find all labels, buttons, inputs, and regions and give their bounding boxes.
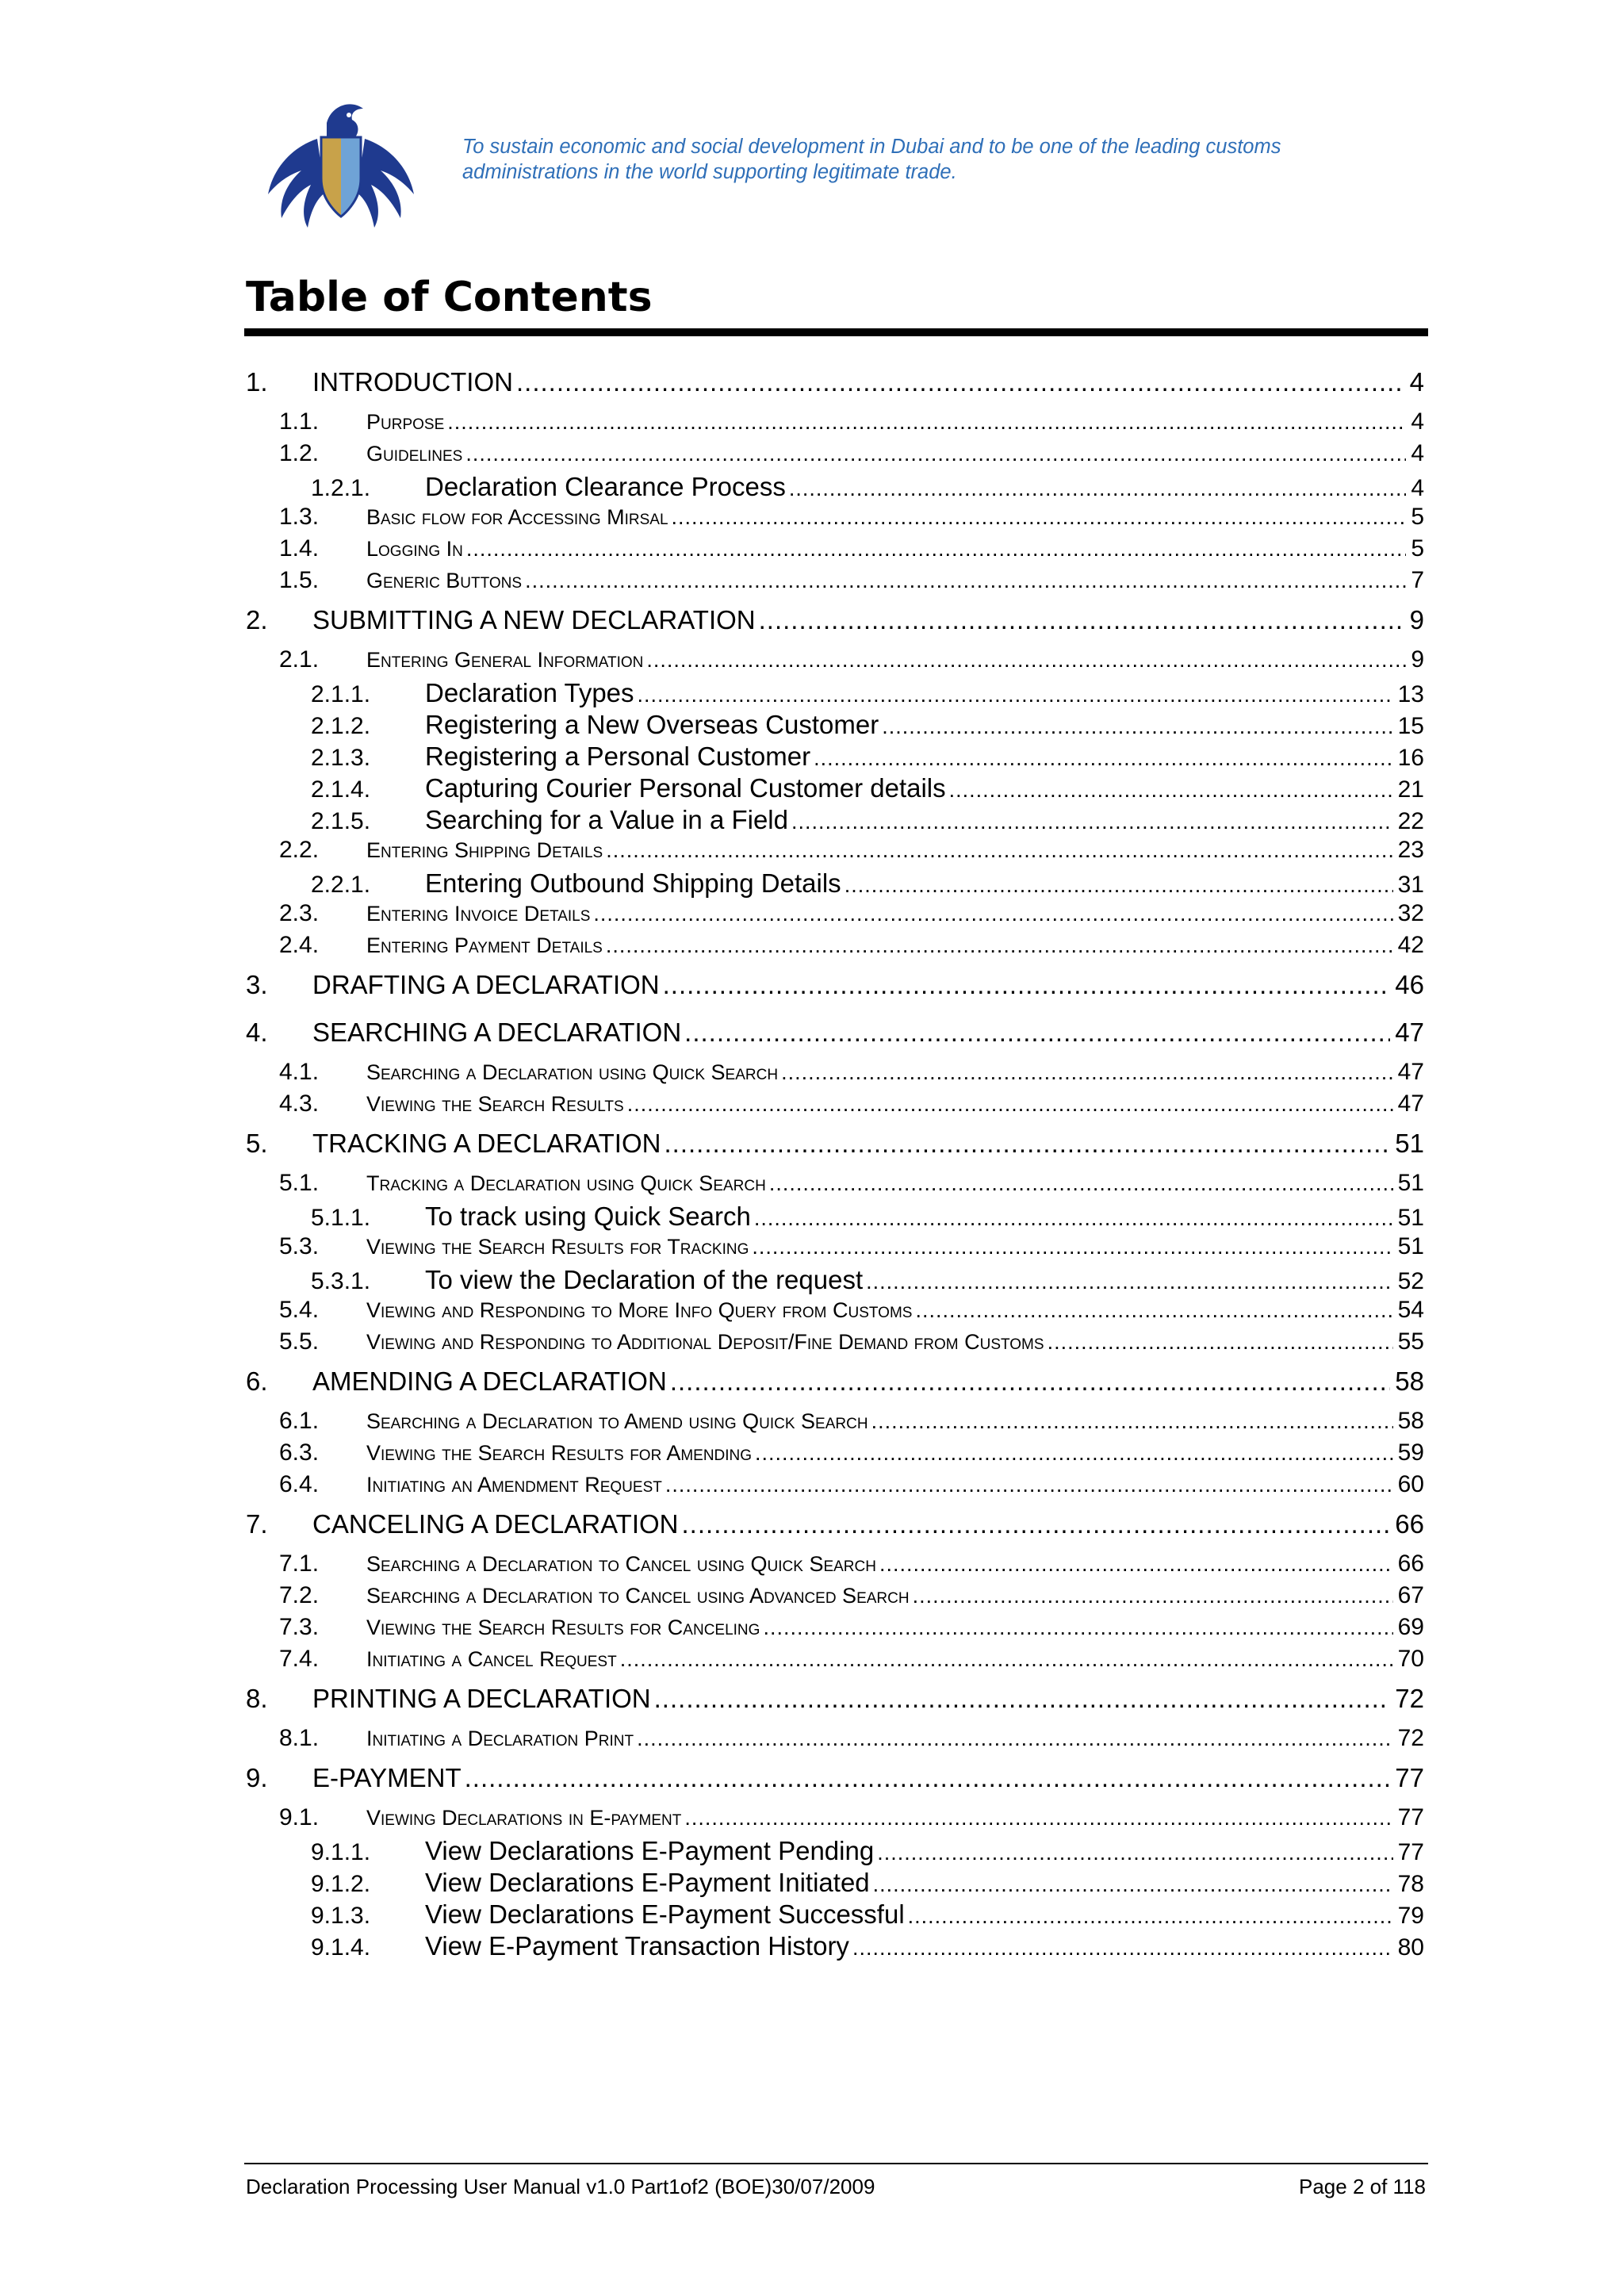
toc-entry-page: 7 — [1411, 567, 1424, 593]
toc-entry[interactable] — [246, 805, 1424, 837]
toc-entry-page: 77 — [1395, 1763, 1424, 1792]
toc-entry-title: Capturing Courier Personal Customer details — [425, 773, 946, 803]
toc-entry-number: 5.5. — [279, 1328, 320, 1355]
toc-entry-title: Viewing and Responding to Additional Deposit/Fine Demand from Customs — [366, 1330, 1044, 1354]
toc-dot-leader — [638, 683, 1393, 707]
toc-entry-title: E-PAYMENT — [312, 1763, 462, 1792]
toc-entry-number: 9.1.4. — [311, 1934, 371, 1961]
toc-entry-title: Searching a Declaration using Quick Search — [366, 1060, 779, 1084]
toc-entry-number: 8.1. — [279, 1725, 320, 1751]
toc-entry-page: 16 — [1397, 745, 1424, 771]
toc-dot-leader — [684, 1806, 1392, 1830]
toc-dot-leader — [627, 1092, 1393, 1117]
toc-entry-title: Viewing Declarations in E-payment — [366, 1806, 682, 1830]
toc-entry-title: Searching for a Value in a Field — [425, 805, 788, 834]
toc-entry-number: 6.1. — [279, 1408, 320, 1434]
toc-entry[interactable] — [246, 1836, 1424, 1868]
toc-entry[interactable] — [246, 1170, 1424, 1202]
toc-entry[interactable] — [246, 1328, 1424, 1360]
toc-dot-leader — [664, 1129, 1390, 1159]
toc-entry-number: 4.1. — [279, 1059, 320, 1085]
toc-entry[interactable] — [246, 1297, 1424, 1328]
footer-divider — [244, 2163, 1428, 2164]
toc-entry-page: 77 — [1397, 1804, 1424, 1830]
toc-entry[interactable] — [246, 742, 1424, 773]
toc-entry-number: 3. — [246, 970, 268, 999]
toc-entry-number: 2. — [246, 605, 268, 634]
toc-entry-number: 2.1.1. — [311, 681, 371, 707]
toc-entry-title: Viewing the Search Results — [366, 1092, 624, 1116]
toc-entry-page: 66 — [1395, 1509, 1424, 1539]
toc-entry-page: 42 — [1397, 932, 1424, 958]
toc-entry-number: 5.3. — [279, 1233, 320, 1259]
toc-dot-leader — [665, 1473, 1393, 1497]
toc-entry[interactable] — [246, 1804, 1424, 1836]
toc-entry[interactable] — [246, 1360, 1424, 1408]
toc-entry-page: 9 — [1411, 646, 1424, 673]
toc-entry[interactable] — [246, 1646, 1424, 1677]
toc-entry[interactable] — [246, 1503, 1424, 1550]
footer-page-number: Page 2 of 118 — [1299, 2175, 1426, 2198]
toc-entry[interactable] — [246, 361, 1424, 408]
toc-dot-leader — [593, 902, 1392, 926]
toc-dot-leader — [752, 1235, 1392, 1259]
toc-dot-leader — [871, 1409, 1393, 1434]
toc-entry-page: 52 — [1397, 1268, 1424, 1294]
toc-entry-page: 4 — [1411, 475, 1424, 501]
toc-dot-leader — [606, 838, 1392, 863]
mission-line-2: administrations in the world supporting legitimate trade. — [462, 161, 957, 183]
toc-entry-title: Registering a Personal Customer — [425, 742, 811, 771]
toc-entry[interactable] — [246, 1550, 1424, 1582]
toc-entry[interactable] — [246, 964, 1424, 1011]
mission-line-1: To sustain economic and social development in Dubai and to be one of the leading customs — [462, 136, 1281, 158]
page-header — [262, 91, 1427, 242]
toc-dot-leader — [877, 1841, 1392, 1865]
toc-entry-number: 2.1.3. — [311, 745, 371, 771]
toc-entry-page: 21 — [1397, 776, 1424, 803]
toc-entry[interactable] — [246, 1439, 1424, 1471]
toc-entry-page: 66 — [1397, 1550, 1424, 1577]
toc-entry[interactable] — [246, 472, 1424, 504]
toc-entry-page: 32 — [1397, 900, 1424, 926]
toc-entry[interactable] — [246, 1011, 1424, 1059]
toc-entry[interactable] — [246, 710, 1424, 742]
toc-entry-title: Purpose — [366, 410, 445, 434]
toc-entry-number: 2.1.5. — [311, 808, 371, 834]
toc-dot-leader — [755, 1441, 1393, 1466]
toc-entry-title: Entering General Information — [366, 648, 644, 672]
toc-entry-page: 15 — [1397, 713, 1424, 739]
toc-entry-number: 7. — [246, 1509, 268, 1539]
toc-entry-page: 31 — [1397, 872, 1424, 898]
toc-entry-page: 72 — [1397, 1725, 1424, 1751]
toc-entry-title: Searching a Declaration to Cancel using Advanced Search — [366, 1584, 910, 1608]
toc-entry[interactable] — [246, 1202, 1424, 1233]
toc-entry-page: 58 — [1395, 1366, 1424, 1396]
toc-entry-page: 5 — [1411, 535, 1424, 562]
toc-entry-number: 1.5. — [279, 567, 320, 593]
toc-entry-page: 4 — [1409, 367, 1424, 397]
toc-entry[interactable] — [246, 1757, 1424, 1804]
footer-document-title: Declaration Processing User Manual v1.0 Part1of2 (BOE)30/07/2009 — [246, 2175, 875, 2198]
toc-entry[interactable] — [246, 900, 1424, 932]
toc-entry-page: 4 — [1411, 408, 1424, 435]
toc-entry[interactable] — [246, 1614, 1424, 1646]
toc-entry[interactable] — [246, 1091, 1424, 1122]
toc-dot-leader — [845, 873, 1393, 898]
toc-dot-leader — [879, 1552, 1393, 1577]
toc-entry-title: Logging In — [366, 537, 463, 561]
toc-entry[interactable] — [246, 1899, 1424, 1931]
toc-entry-page: 54 — [1397, 1297, 1424, 1323]
toc-entry[interactable] — [246, 1582, 1424, 1614]
toc-entry-page: 51 — [1397, 1170, 1424, 1196]
toc-entry-page: 13 — [1397, 681, 1424, 707]
toc-entry-title: Generic Buttons — [366, 569, 523, 592]
toc-dot-leader — [759, 605, 1405, 635]
toc-entry-title: Searching a Declaration to Cancel using Quick Search — [366, 1552, 876, 1576]
toc-dot-leader — [873, 1872, 1393, 1897]
toc-entry[interactable] — [246, 1408, 1424, 1439]
toc-dot-leader — [465, 1763, 1391, 1793]
toc-entry-number: 1.2.1. — [311, 475, 371, 501]
toc-entry-page: 60 — [1397, 1471, 1424, 1497]
toc-entry-title: View E-Payment Transaction History — [425, 1931, 849, 1961]
toc-entry-title: Declaration Types — [425, 678, 634, 707]
toc-entry[interactable] — [246, 599, 1424, 646]
toc-entry-number: 9.1.1. — [311, 1839, 371, 1865]
toc-dot-leader — [465, 442, 1406, 466]
toc-entry-title: Basic flow for Accessing Mirsal — [366, 505, 668, 529]
toc-dot-leader — [769, 1171, 1393, 1196]
toc-entry[interactable] — [246, 1059, 1424, 1091]
toc-entry-page: 47 — [1397, 1059, 1424, 1085]
toc-entry[interactable] — [246, 1265, 1424, 1297]
toc-dot-leader — [915, 1298, 1392, 1323]
toc-entry-number: 5.1.1. — [311, 1205, 371, 1231]
toc-entry-title: Viewing the Search Results for Canceling — [366, 1616, 760, 1639]
toc-entry[interactable] — [246, 773, 1424, 805]
toc-dot-leader — [913, 1584, 1393, 1608]
toc-entry[interactable] — [246, 1725, 1424, 1757]
toc-entry-number: 1. — [246, 367, 268, 397]
toc-dot-leader — [620, 1647, 1393, 1672]
toc-entry[interactable] — [246, 1471, 1424, 1503]
toc-entry-title: Viewing the Search Results for Amending — [366, 1441, 753, 1465]
toc-dot-leader — [852, 1936, 1393, 1961]
toc-entry[interactable] — [246, 408, 1424, 440]
toc-entry-title: Initiating an Amendment Request — [366, 1473, 662, 1497]
toc-entry[interactable] — [246, 440, 1424, 472]
table-of-contents — [246, 361, 1424, 1963]
toc-entry-number: 7.4. — [279, 1646, 320, 1672]
toc-entry[interactable] — [246, 1931, 1424, 1963]
toc-entry-page: 80 — [1397, 1934, 1424, 1961]
toc-dot-leader — [637, 1727, 1393, 1751]
toc-entry-number: 2.1.2. — [311, 713, 371, 739]
toc-entry-title: Registering a New Overseas Customer — [425, 710, 879, 739]
toc-entry-page: 59 — [1397, 1439, 1424, 1466]
toc-entry-title: Viewing and Responding to More Info Query from Customs — [366, 1298, 913, 1322]
toc-dot-leader — [654, 1684, 1391, 1714]
toc-entry[interactable] — [246, 678, 1424, 710]
toc-dot-leader — [682, 1509, 1391, 1539]
toc-entry-number: 2.1.4. — [311, 776, 371, 803]
toc-entry-page: 51 — [1397, 1233, 1424, 1259]
toc-entry-number: 7.1. — [279, 1550, 320, 1577]
toc-dot-leader — [789, 477, 1406, 501]
toc-entry-number: 1.1. — [279, 408, 320, 435]
toc-entry[interactable] — [246, 567, 1424, 599]
toc-dot-leader — [663, 970, 1391, 1000]
toc-entry-number: 2.2. — [279, 837, 320, 863]
toc-entry-page: 78 — [1397, 1871, 1424, 1897]
toc-dot-leader — [949, 778, 1393, 803]
toc-entry-page: 22 — [1397, 808, 1424, 834]
toc-dot-leader — [814, 746, 1393, 771]
toc-entry-number: 9.1.3. — [311, 1903, 371, 1929]
toc-entry-title: View Declarations E-Payment Successful — [425, 1899, 905, 1929]
toc-entry-number: 2.1. — [279, 646, 320, 673]
toc-dot-leader — [763, 1616, 1392, 1640]
toc-entry-number: 6. — [246, 1366, 268, 1396]
toc-entry-number: 5. — [246, 1129, 268, 1158]
toc-entry-page: 51 — [1395, 1129, 1424, 1158]
toc-entry-title: Searching a Declaration to Amend using Quick Search — [366, 1409, 868, 1433]
toc-entry-title: Tracking a Declaration using Quick Search — [366, 1171, 766, 1195]
toc-dot-leader — [866, 1270, 1392, 1294]
toc-entry-page: 4 — [1411, 440, 1424, 466]
toc-entry[interactable] — [246, 1122, 1424, 1170]
toc-entry-page: 72 — [1395, 1684, 1424, 1713]
toc-entry[interactable] — [246, 932, 1424, 964]
toc-dot-leader — [606, 933, 1393, 958]
toc-entry-number: 1.4. — [279, 535, 320, 562]
toc-entry[interactable] — [246, 1677, 1424, 1725]
toc-entry-number: 5.1. — [279, 1170, 320, 1196]
toc-entry-number: 2.2.1. — [311, 872, 371, 898]
toc-dot-leader — [908, 1904, 1393, 1929]
toc-entry[interactable] — [246, 535, 1424, 567]
toc-entry-page: 58 — [1397, 1408, 1424, 1434]
toc-entry[interactable] — [246, 837, 1424, 868]
toc-entry-page: 47 — [1397, 1091, 1424, 1117]
toc-entry-title: TRACKING A DECLARATION — [312, 1129, 661, 1158]
toc-entry-title: Guidelines — [366, 442, 463, 466]
toc-entry-title: DRAFTING A DECLARATION — [312, 970, 660, 999]
toc-entry-page: 5 — [1411, 504, 1424, 530]
falcon-emblem-icon — [262, 91, 420, 234]
toc-entry-page: 70 — [1397, 1646, 1424, 1672]
toc-entry-title: CANCELING A DECLARATION — [312, 1509, 679, 1539]
toc-entry-page: 55 — [1397, 1328, 1424, 1355]
toc-dot-leader — [447, 410, 1406, 435]
toc-entry-title: Viewing the Search Results for Tracking — [366, 1235, 749, 1259]
toc-entry-number: 6.3. — [279, 1439, 320, 1466]
page-title: Table of Contents — [246, 274, 653, 321]
toc-dot-leader — [516, 367, 1405, 397]
toc-entry-page: 69 — [1397, 1614, 1424, 1640]
toc-entry-title: View Declarations E-Payment Initiated — [425, 1868, 870, 1897]
toc-dot-leader — [781, 1060, 1393, 1085]
toc-entry-page: 9 — [1409, 605, 1424, 634]
toc-dot-leader — [882, 715, 1392, 739]
toc-dot-leader — [754, 1206, 1393, 1231]
toc-entry-title: INTRODUCTION — [312, 367, 513, 397]
toc-entry-title: To view the Declaration of the request — [425, 1265, 864, 1294]
toc-entry-title: SUBMITTING A NEW DECLARATION — [312, 605, 756, 634]
toc-entry-number: 2.4. — [279, 932, 320, 958]
toc-entry-page: 23 — [1397, 837, 1424, 863]
toc-entry-page: 46 — [1395, 970, 1424, 999]
toc-entry-title: PRINTING A DECLARATION — [312, 1684, 651, 1713]
toc-entry[interactable] — [246, 868, 1424, 900]
toc-entry-number: 7.3. — [279, 1614, 320, 1640]
toc-entry-number: 9. — [246, 1763, 268, 1792]
toc-entry-title: AMENDING A DECLARATION — [312, 1366, 667, 1396]
toc-dot-leader — [791, 810, 1393, 834]
toc-entry-number: 1.3. — [279, 504, 320, 530]
toc-entry[interactable] — [246, 504, 1424, 535]
toc-entry-number: 7.2. — [279, 1582, 320, 1608]
toc-entry[interactable] — [246, 1868, 1424, 1899]
toc-entry-page: 67 — [1397, 1582, 1424, 1608]
toc-entry-title: Initiating a Cancel Request — [366, 1647, 617, 1671]
toc-dot-leader — [525, 569, 1406, 593]
toc-entry-title: SEARCHING A DECLARATION — [312, 1018, 682, 1047]
toc-entry-number: 9.1.2. — [311, 1871, 371, 1897]
toc-entry-title: Initiating a Declaration Print — [366, 1727, 634, 1750]
toc-dot-leader — [466, 537, 1406, 562]
mission-statement — [462, 134, 1398, 185]
toc-dot-leader — [672, 505, 1407, 530]
toc-dot-leader — [684, 1018, 1390, 1048]
toc-entry-number: 5.3.1. — [311, 1268, 371, 1294]
title-divider — [244, 328, 1428, 336]
toc-entry-title: To track using Quick Search — [425, 1202, 751, 1231]
toc-entry-page: 47 — [1395, 1018, 1424, 1047]
toc-entry-number: 9.1. — [279, 1804, 320, 1830]
toc-entry[interactable] — [246, 646, 1424, 678]
toc-entry-number: 6.4. — [279, 1471, 320, 1497]
toc-entry-number: 4. — [246, 1018, 268, 1047]
toc-entry-page: 79 — [1397, 1903, 1424, 1929]
toc-dot-leader — [670, 1366, 1390, 1397]
toc-entry-title: Entering Shipping Details — [366, 838, 603, 862]
toc-entry[interactable] — [246, 1233, 1424, 1265]
toc-entry-title: Entering Invoice Details — [366, 902, 591, 926]
toc-entry-number: 2.3. — [279, 900, 320, 926]
toc-entry-number: 4.3. — [279, 1091, 320, 1117]
toc-entry-title: View Declarations E-Payment Pending — [425, 1836, 875, 1865]
toc-entry-page: 51 — [1397, 1205, 1424, 1231]
toc-dot-leader — [1048, 1330, 1393, 1355]
toc-entry-number: 1.2. — [279, 440, 320, 466]
toc-entry-title: Entering Payment Details — [366, 933, 603, 957]
toc-entry-title: Declaration Clearance Process — [425, 472, 786, 501]
toc-entry-page: 77 — [1397, 1839, 1424, 1865]
toc-entry-number: 5.4. — [279, 1297, 320, 1323]
toc-entry-number: 8. — [246, 1684, 268, 1713]
toc-dot-leader — [646, 648, 1406, 673]
toc-entry-title: Entering Outbound Shipping Details — [425, 868, 841, 898]
